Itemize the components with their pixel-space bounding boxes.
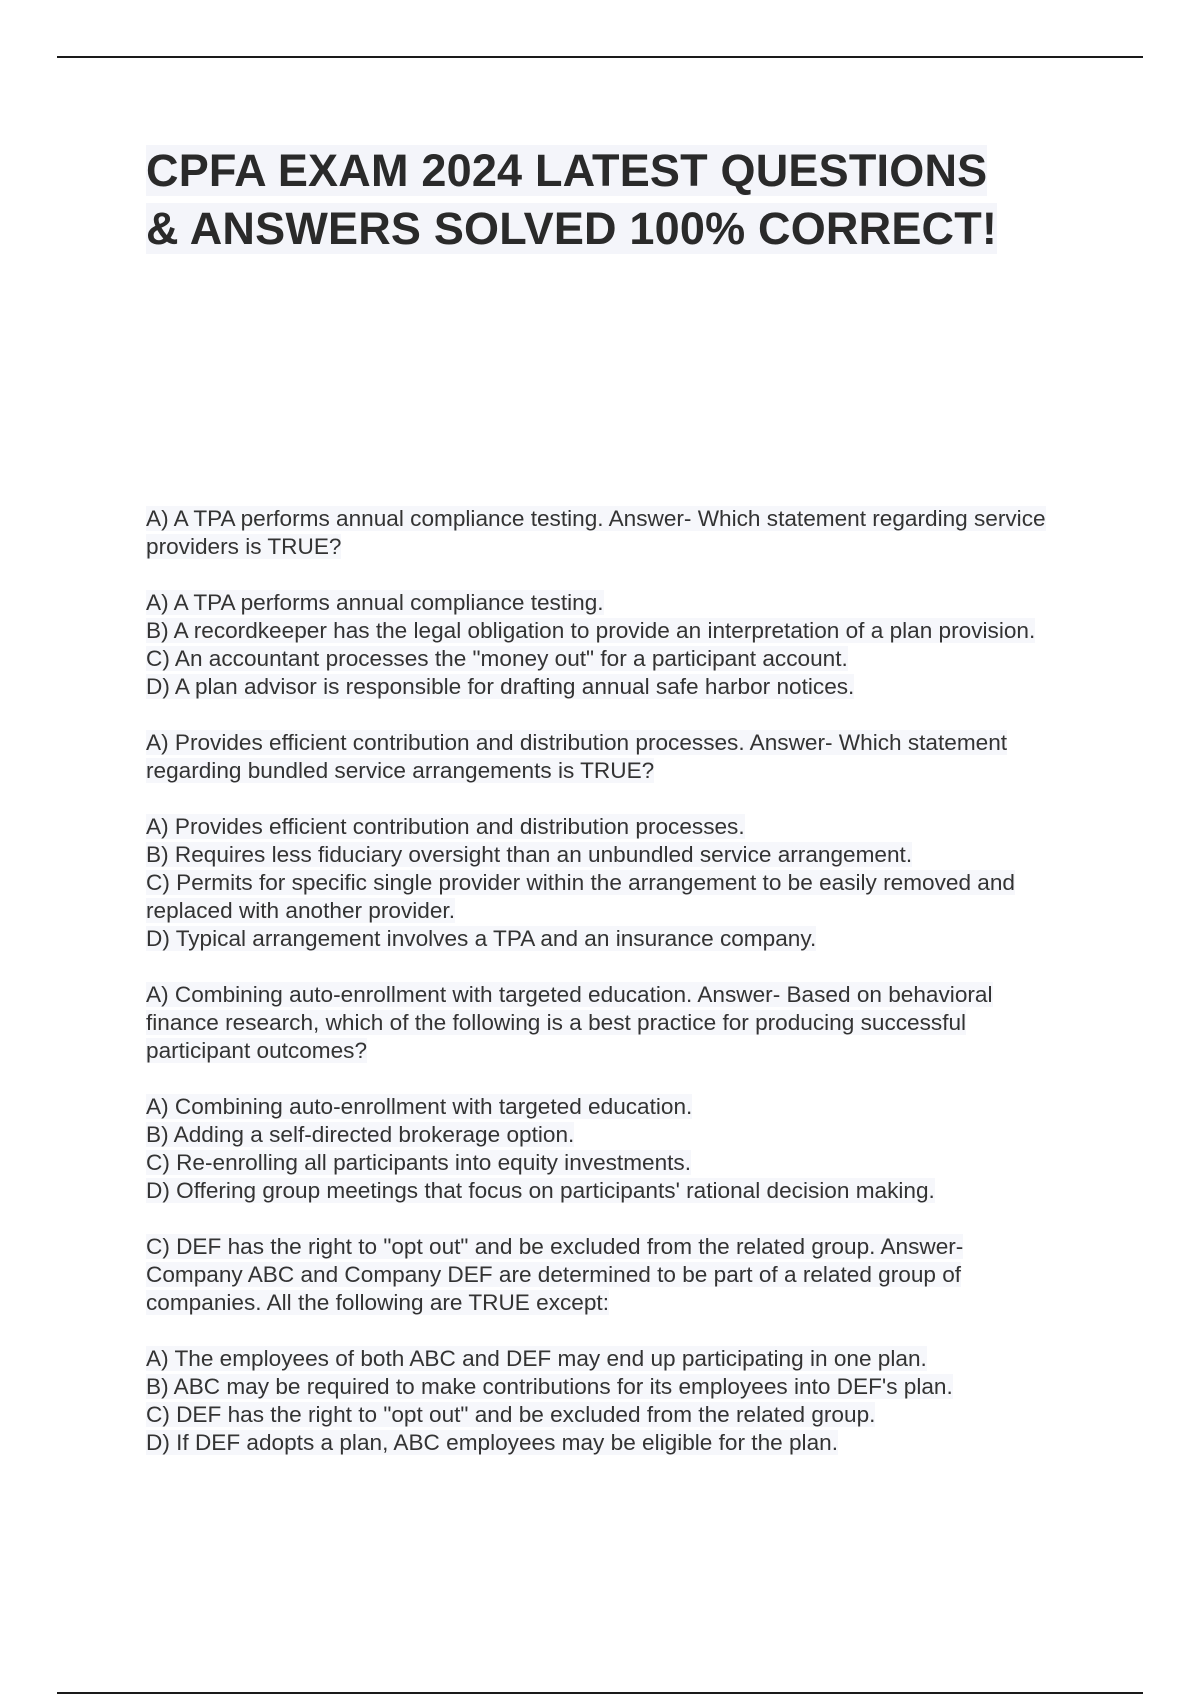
qa-option: A) Combining auto-enrollment with targeted education. <box>146 1094 693 1119</box>
qa-answer-question: A) A TPA performs annual compliance testing. Answer- Which statement regarding service providers is TRUE? <box>146 506 1046 559</box>
qa-option: C) An accountant processes the "money out" for a participant account. <box>146 646 848 671</box>
qa-answer-question: C) DEF has the right to "opt out" and be excluded from the related group. Answer- Company ABC and Company DEF are determined to be part of a related group of companies. All the following are TRUE except: <box>146 1234 964 1315</box>
qa-item-3 <box>146 981 1066 1205</box>
qa-answer-question: A) Provides efficient contribution and distribution processes. Answer- Which statement regarding bundled service arrangements is TRUE? <box>146 730 1008 783</box>
qa-option: C) Permits for specific single provider within the arrangement to be easily removed and replaced with another provider. <box>146 870 1015 923</box>
title-line-1: CPFA EXAM 2024 LATEST QUESTIONS <box>146 145 988 196</box>
qa-options <box>146 1345 1066 1457</box>
qa-options <box>146 589 1066 701</box>
qa-options <box>146 1093 1066 1205</box>
qa-option: A) A TPA performs annual compliance testing. <box>146 590 604 615</box>
qa-option: D) If DEF adopts a plan, ABC employees may be eligible for the plan. <box>146 1430 838 1455</box>
qa-option: B) Requires less fiduciary oversight than an unbundled service arrangement. <box>146 842 913 867</box>
qa-option: D) Typical arrangement involves a TPA and an insurance company. <box>146 926 817 951</box>
qa-option: D) A plan advisor is responsible for drafting annual safe harbor notices. <box>146 674 855 699</box>
qa-option: C) Re-enrolling all participants into equity investments. <box>146 1150 692 1175</box>
qa-item-2 <box>146 729 1066 953</box>
qa-answer-question: A) Combining auto-enrollment with targeted education. Answer- Based on behavioral finance research, which of the following is a best practice for producing successful participant outcomes? <box>146 982 993 1063</box>
qa-option: C) DEF has the right to "opt out" and be excluded from the related group. <box>146 1402 876 1427</box>
qa-option: D) Offering group meetings that focus on participants' rational decision making. <box>146 1178 935 1203</box>
qa-content <box>146 505 1066 1485</box>
qa-option: B) Adding a self-directed brokerage option. <box>146 1122 575 1147</box>
qa-options <box>146 813 1066 953</box>
qa-option: A) The employees of both ABC and DEF may end up participating in one plan. <box>146 1346 927 1371</box>
top-rule <box>57 56 1143 58</box>
page-title <box>146 142 1076 258</box>
title-line-2: & ANSWERS SOLVED 100% CORRECT! <box>146 203 998 254</box>
qa-option: B) ABC may be required to make contributions for its employees into DEF's plan. <box>146 1374 953 1399</box>
qa-option: A) Provides efficient contribution and distribution processes. <box>146 814 745 839</box>
bottom-rule <box>57 1692 1143 1694</box>
qa-item-4 <box>146 1233 1066 1457</box>
qa-item-1 <box>146 505 1066 701</box>
qa-option: B) A recordkeeper has the legal obligation to provide an interpretation of a plan provision. <box>146 618 1036 643</box>
